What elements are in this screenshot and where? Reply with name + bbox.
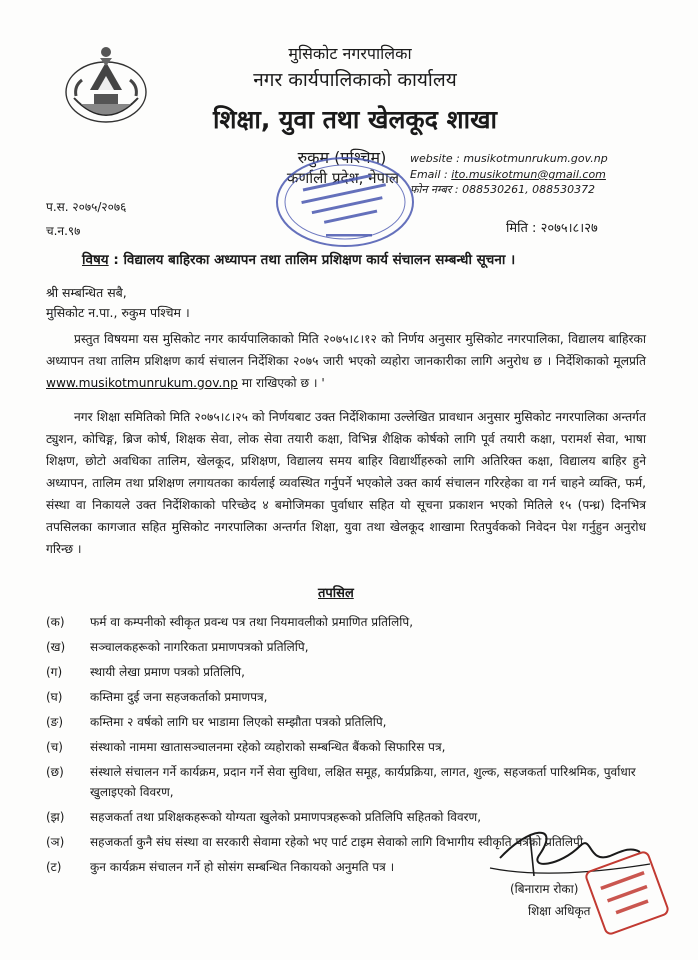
dispatch-number: च.न.९७ [46, 224, 81, 238]
list-text: सहजकर्ता कुनै संघ संस्था वा सरकारी सेवामा रहेको भए पार्ट टाइम सेवाको लागि विभागीय स्वीकृति पत्रको प्रतिलिपी [90, 835, 583, 849]
signatory-name: (बिनाराम रोका) [510, 882, 579, 896]
district-name: रुकुम (पश्चिम) [297, 148, 387, 167]
letter-date: मिति : २०७५।८।२७ [506, 221, 598, 236]
email-label: Email : [410, 168, 452, 181]
body-website-link[interactable]: www.musikotmunrukum.gov.np [46, 376, 238, 390]
recipient-location: मुसिकोट न.पा., रुकुम पश्चिम । [46, 305, 190, 320]
list-text: सञ्चालकहरूको नागरिकता प्रमाणपत्रको प्रतिलिपि, [90, 640, 309, 654]
list-item [46, 762, 656, 802]
list-item [46, 737, 656, 757]
municipality-name: मुसिकोट नगरपालिका [288, 44, 412, 63]
list-item [46, 712, 656, 732]
list-marker: (ञ) [46, 835, 65, 849]
website-label: website : [410, 152, 464, 165]
list-text: संस्थाले संचालन गर्ने कार्यक्रम, प्रदान गर्ने सेवा सुविधा, लक्षित समूह, कार्यप्रक्रिया, लागत, शुल्क, सहजकर्ता पारिश्रमिक, पुर्वाधार खुलाइएको विवरण, [90, 765, 636, 799]
body-paragraph-1 [46, 328, 646, 394]
body-p1-end: मा राखिएको छ । ' [237, 376, 325, 390]
signatory-designation: शिक्षा अधिकृत [528, 904, 591, 918]
section-name: शिक्षा, युवा तथा खेलकूद शाखा [212, 105, 498, 134]
nepal-emblem-logo [60, 40, 152, 132]
list-text: फर्म वा कम्पनीको स्वीकृत प्रवन्ध पत्र तथा नियमावलीको प्रमाणित प्रतिलिपि, [90, 615, 414, 629]
list-text: संस्थाको नाममा खातासञ्चालनमा रहेको व्यहोराको सम्बन्धित बैंकको सिफारिस पत्र, [90, 740, 446, 754]
list-title: तपसिल [318, 586, 354, 601]
subject-line [82, 250, 642, 268]
subject-label: विषय [82, 252, 109, 268]
body-paragraph-2: नगर शिक्षा समितिको मिति २०७५।८।२५ को निर्णयबाट उक्त निर्देशिकामा उल्लेखित प्रावधान अनुसार मुसिकोट नगरपालिका अन्तर्गत ट्युशन, कोचिङ्ग, ब्रिज कोर्ष, शिक्षक सेवा, लोक सेवा तयारी कक्षा, विभिन्न शैक्षिक कोर्षको लागि पूर्व तयारी कक्षा, परामर्श सेवा, भाषा शिक्षण, छोटो अवधिका तालिम, खेलकूद, प्रशिक्षण, विद्यालय समय बाहिर विद्यार्थीहरुको लागि अतिरिक्त कक्षा, विद्यालय बाहिर हुने अध्यापन, तालिम तथा प्रशिक्षण लगायतका कार्यलाई व्यवस्थित गर्नुपर्ने भएकोले उक्त कार्य संचालन गरिरहेका वा गर्न चाहने व्यक्ति, फर्म, संस्था वा निकायले उक्त निर्देशिकाको परिच्छेद ४ बमोजिमका पुर्वाधार सहित यो सूचना प्रकाशन भएको मितिले १५ (पन्ध्र) दिनभित्र तपसिलका कागजात सहित मुसिकोट नगरपालिका अन्तर्गत शिक्षा, युवा तथा खेलकूद शाखामा रितपुर्वकको निवेदन पेश गर्नुहुन अनुरोध गरिन्छ । [46, 410, 646, 556]
list-item [46, 637, 656, 657]
subject-text: : विद्यालय बाहिरका अध्यापन तथा तालिम प्रशिक्षण कार्य संचालन सम्बन्धी सूचना । [108, 252, 516, 268]
list-marker: (ग) [46, 665, 63, 679]
list-text: कम्तिमा दुई जना सहजकर्ताको प्रमाणपत्र, [90, 690, 268, 704]
list-marker: (घ) [46, 690, 63, 704]
list-text: सहजकर्ता तथा प्रशिक्षकहरूको योग्यता खुलेको प्रमाणपत्रहरूको प्रतिलिपि सहितको विवरण, [90, 810, 482, 824]
website-line [410, 152, 608, 165]
list-marker: (च) [46, 740, 63, 754]
email-line [410, 168, 606, 181]
office-stamp [270, 150, 420, 254]
list-marker: (झ) [46, 810, 65, 824]
list-text: स्थायी लेखा प्रमाण पत्रको प्रतिलिपि, [90, 665, 245, 679]
email-link[interactable]: ito.musikotmun@gmail.com [451, 168, 606, 181]
list-marker: (छ) [46, 765, 64, 779]
list-item [46, 662, 656, 682]
phone-numbers: 088530261, 088530372 [462, 183, 596, 196]
office-name: नगर कार्यपालिकाको कार्यालय [253, 69, 457, 91]
phone-label: फोन नम्बर : [410, 183, 463, 196]
recipient-line: श्री सम्बन्धित सबै, [46, 285, 127, 300]
phone-line [410, 182, 595, 197]
list-text: कुन कार्यक्रम संचालन गर्ने हो सोसंग सम्बन्धित निकायको अनुमति पत्र । [90, 860, 395, 874]
website-link[interactable]: musikotmunrukum.gov.np [463, 152, 608, 165]
province-name: कर्णाली प्रदेश, नेपाल [286, 169, 400, 187]
list-text: कम्तिमा २ वर्षको लागि घर भाडामा लिएको सम्झौता पत्रको प्रतिलिपि, [90, 715, 387, 729]
list-marker: (ट) [46, 860, 62, 874]
body-p1-text: प्रस्तुत विषयमा यस मुसिकोट नगर कार्यपालिकाको मिति २०७५।८।१२ को निर्णय अनुसार मुसिकोट नगरपालिका, विद्यालय बाहिरका अध्यापन तथा तालिम प्रशिक्षण कार्य संचालन निर्देशिका २०७५ जारी भएको व्यहोरा जानकारीका लागि अनुरोध छ । निर्देशिकाको मूलप्रति [46, 332, 646, 368]
fiscal-year: प.स. २०७५/२०७६ [46, 200, 127, 214]
list-marker: (ङ) [46, 715, 64, 729]
list-marker: (क) [46, 615, 65, 629]
list-marker: (ख) [46, 640, 66, 654]
list-item [46, 612, 656, 632]
list-item [46, 687, 656, 707]
